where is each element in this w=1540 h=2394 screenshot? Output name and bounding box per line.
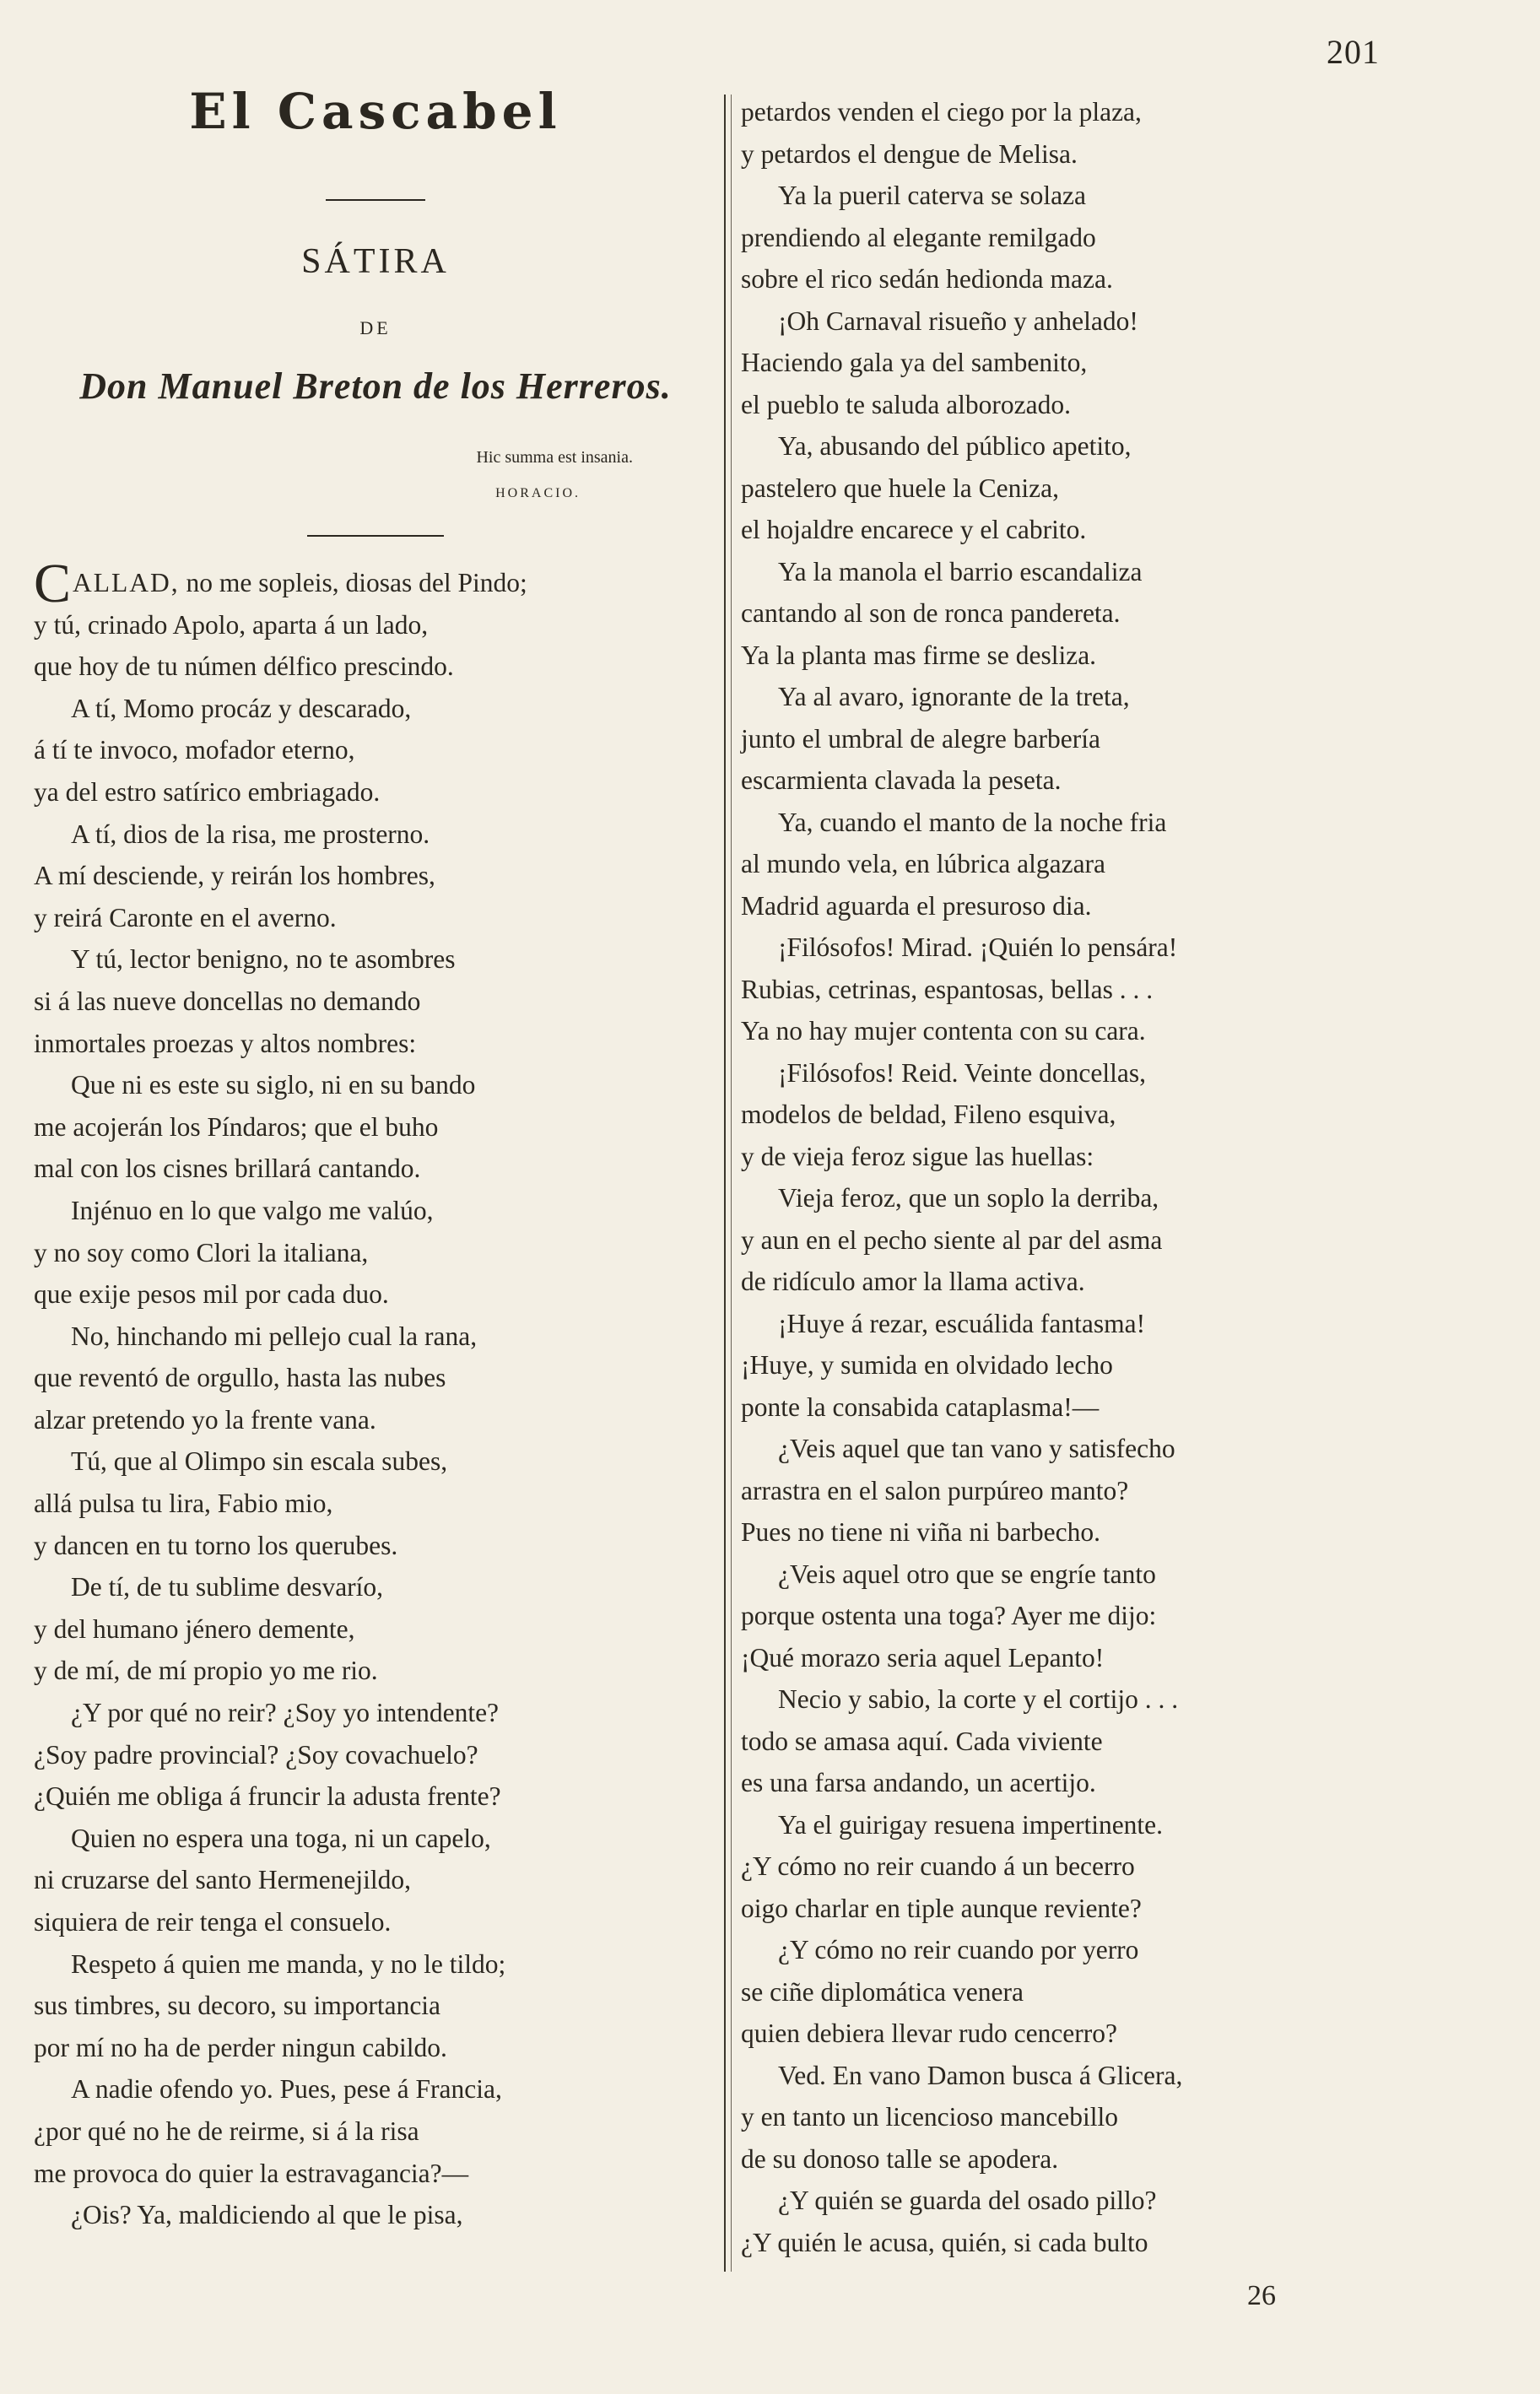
verse-line: por mí no ha de perder ningun cabildo. [34,2032,447,2062]
page-number: 201 [1327,33,1380,71]
verse-line: y dancen en tu torno los querubes. [34,1530,398,1560]
verse-line: Ya no hay mujer contenta con su cara. [741,1016,1146,1046]
verse-line: y tú, crinado Apolo, aparta á un lado, [34,609,429,640]
drop-cap: C [34,553,72,614]
verse-line: oigo charlar en tiple aunque reviente? [741,1893,1142,1923]
verse-line: ¿Veis aquel otro que se engríe tanto [778,1559,1156,1589]
verse-line: cantando al son de ronca pandereta. [741,598,1121,628]
verse-line: ya del estro satírico embriagado. [34,776,381,807]
verse-line: petardos venden el ciego por la plaza, [741,97,1142,127]
verse-line: prendiendo al elegante remilgado [741,222,1096,252]
verse-line: De tí, de tu sublime desvarío, [71,1572,384,1602]
verse-line: ¿Y cómo no reir cuando por yerro [778,1935,1139,1964]
signature-mark: 26 [1247,2280,1276,2311]
verse-line: y reirá Caronte en el averno. [34,902,337,932]
verse-line: ¿Ois? Ya, maldiciendo al que le pisa, [71,2200,463,2230]
verse-line: Rubias, cetrinas, espantosas, bellas . . . [741,974,1154,1004]
verse-line: Tú, que al Olimpo sin escala subes, [71,1446,448,1477]
verse-line: Ya la manola el barrio escandaliza [778,556,1143,586]
verse-line: y no soy como Clori la italiana, [34,1237,369,1267]
verse-line: si á las nueve doncellas no demando [34,986,421,1016]
verse-line: junto el umbral de alegre barbería [741,723,1100,754]
verse-line: Ya el guirigay resuena impertinente. [778,1809,1164,1840]
verse-line: que reventó de orgullo, hasta las nubes [34,1363,446,1393]
verse-line: ¡Qué morazo seria aquel Lepanto! [741,1642,1105,1673]
verse-line: modelos de beldad, Fileno esquiva, [741,1100,1116,1129]
separator-rule [307,535,444,537]
first-line-rest: no me sopleis, diosas del Pindo; [179,568,527,597]
verse-line: A tí, dios de la risa, me prosterno. [71,819,430,849]
verse-line: Vieja feroz, que un soplo la derriba, [778,1183,1159,1213]
verse-line: y aun en el pecho siente al par del asma [741,1224,1163,1255]
verse-line: de su donoso talle se apodera. [741,2143,1059,2174]
verse-line: Ya, cuando el manto de la noche fria [778,807,1167,837]
verse-line: inmortales proezas y altos nombres: [34,1028,417,1058]
first-verse-line [34,553,717,614]
verse-line: A mí desciende, y reirán los hombres, [34,861,435,891]
verse-line: escarmienta clavada la peseta. [741,765,1062,795]
verse-line: me acojerán los Píndaros; que el buho [34,1111,439,1142]
verse-line: que exije pesos mil por cada duo. [34,1279,389,1310]
verse-line: Respeto á quien me manda, y no le tildo; [71,1948,506,1979]
verse-line: Ya la planta mas firme se desliza. [741,640,1097,670]
verse-line: Que ni es este su siglo, ni en su bando [71,1070,476,1100]
verse-line: Injénuo en lo que valgo me valúo, [71,1195,434,1225]
verse-line: á tí te invoco, mofador eterno, [34,735,355,765]
verse-line: Pues no tiene ni viña ni barbecho. [741,1517,1101,1547]
verse-line: Madrid aguarda el presuroso dia. [741,890,1092,921]
verse-line: ¡Filósofos! Reid. Veinte doncellas, [778,1057,1146,1088]
verse-line: quien debiera llevar rudo cencerro? [741,2018,1117,2048]
verse-line: ¡Huye á rezar, escuálida fantasma! [778,1308,1146,1338]
verse-line: Ved. En vano Damon busca á Glicera, [778,2060,1183,2090]
verse-line: ¿Y quién le acusa, quién, si cada bulto [741,2227,1148,2257]
verse-line: es una farsa andando, un acertijo. [741,1768,1096,1797]
left-column [34,76,717,2236]
verse-line: el hojaldre encarece y el cabrito. [741,515,1087,544]
column-divider [724,95,726,2272]
verse-line: sobre el rico sedán hedionda maza. [741,264,1113,294]
left-verse-block [34,604,717,2236]
verse-line: Ya al avaro, ignorante de la treta, [778,682,1130,711]
verse-line: allá pulsa tu lira, Fabio mio, [34,1489,333,1519]
verse-line: ponte la consabida cataplasma!— [741,1392,1100,1422]
verse-line: ¿Y cómo no reir cuando á un becerro [741,1851,1135,1881]
verse-line: y de vieja feroz sigue las huellas: [741,1141,1094,1171]
verse-line: porque ostenta una toga? Ayer me dijo: [741,1601,1157,1630]
verse-line: ¿por qué no he de reirme, si á la risa [34,2116,419,2146]
verse-line: pastelero que huele la Ceniza, [741,473,1059,503]
verse-line: ¡Huye, y sumida en olvidado lecho [741,1350,1113,1380]
verse-line: y del humano jénero demente, [34,1613,355,1644]
verse-line: ¡Oh Carnaval risueño y anhelado! [778,305,1138,336]
right-verse-block [741,91,1450,2263]
verse-line: y de mí, de mí propio yo me rio. [34,1656,378,1686]
verse-line: Quien no espera una toga, ni un capelo, [71,1823,491,1853]
verse-line: Y tú, lector benigno, no te asombres [71,944,456,975]
verse-line: ¿Y quién se guarda del osado pillo? [778,2186,1157,2215]
poem-author: Don Manuel Breton de los Herreros. [79,365,672,407]
verse-line: el pueblo te saluda alborozado. [741,389,1071,419]
right-column [741,91,1450,2263]
verse-line: se ciñe diplomática venera [741,1976,1024,2007]
verse-line: Haciendo gala ya del sambenito, [741,348,1088,377]
verse-line: siquiera de reir tenga el consuelo. [34,1907,392,1937]
epigraph-author: HORACIO. [495,486,581,500]
first-word: ALLAD, [73,568,180,597]
verse-line: alzar pretendo yo la frente vana. [34,1404,376,1435]
verse-line: Necio y sabio, la corte y el cortijo . . . [778,1684,1179,1714]
verse-line: ni cruzarse del santo Hermenejildo, [34,1865,411,1895]
verse-line: ¿Y por qué no reir? ¿Soy yo intendente? [71,1698,500,1728]
verse-line: A tí, Momo procáz y descarado, [71,693,412,723]
verse-line: y en tanto un licencioso mancebillo [741,2102,1118,2132]
column-divider-secondary [731,95,732,2272]
verse-line: que hoy de tu númen délfico prescindo. [34,651,454,682]
verse-line: No, hinchando mi pellejo cual la rana, [71,1321,478,1351]
verse-line: mal con los cisnes brillará cantando. [34,1154,421,1184]
ornament-rule [326,199,425,201]
verse-line: de ridículo amor la llama activa. [741,1267,1085,1296]
poem-title: SÁTIRA [301,242,450,281]
verse-line: arrastra en el salon purpúreo manto? [741,1475,1129,1505]
verse-line: Ya, abusando del público apetito, [778,431,1132,461]
verse-line: ¿Quién me obliga á fruncir la adusta frente? [34,1781,501,1812]
verse-line: todo se amasa aquí. Cada viviente [741,1726,1103,1756]
verse-line: A nadie ofendo yo. Pues, pese á Francia, [71,2074,502,2105]
verse-line: al mundo vela, en lúbrica algazara [741,849,1106,878]
verse-line: ¿Soy padre provincial? ¿Soy covachuelo? [34,1739,478,1770]
verse-line: me provoca do quier la estravagancia?— [34,2158,469,2188]
verse-line: ¿Veis aquel que tan vano y satisfecho [778,1434,1175,1463]
verse-line: sus timbres, su decoro, su importancia [34,1991,441,2021]
verse-line: Ya la pueril caterva se solaza [778,181,1087,210]
title-preposition: DE [359,317,392,338]
verse-line: y petardos el dengue de Melisa. [741,138,1078,169]
verse-line: ¡Filósofos! Mirad. ¡Quién lo pensára! [778,932,1178,962]
epigraph: Hic summa est insania. [476,448,633,467]
journal-masthead: El Cascabel [189,83,562,140]
